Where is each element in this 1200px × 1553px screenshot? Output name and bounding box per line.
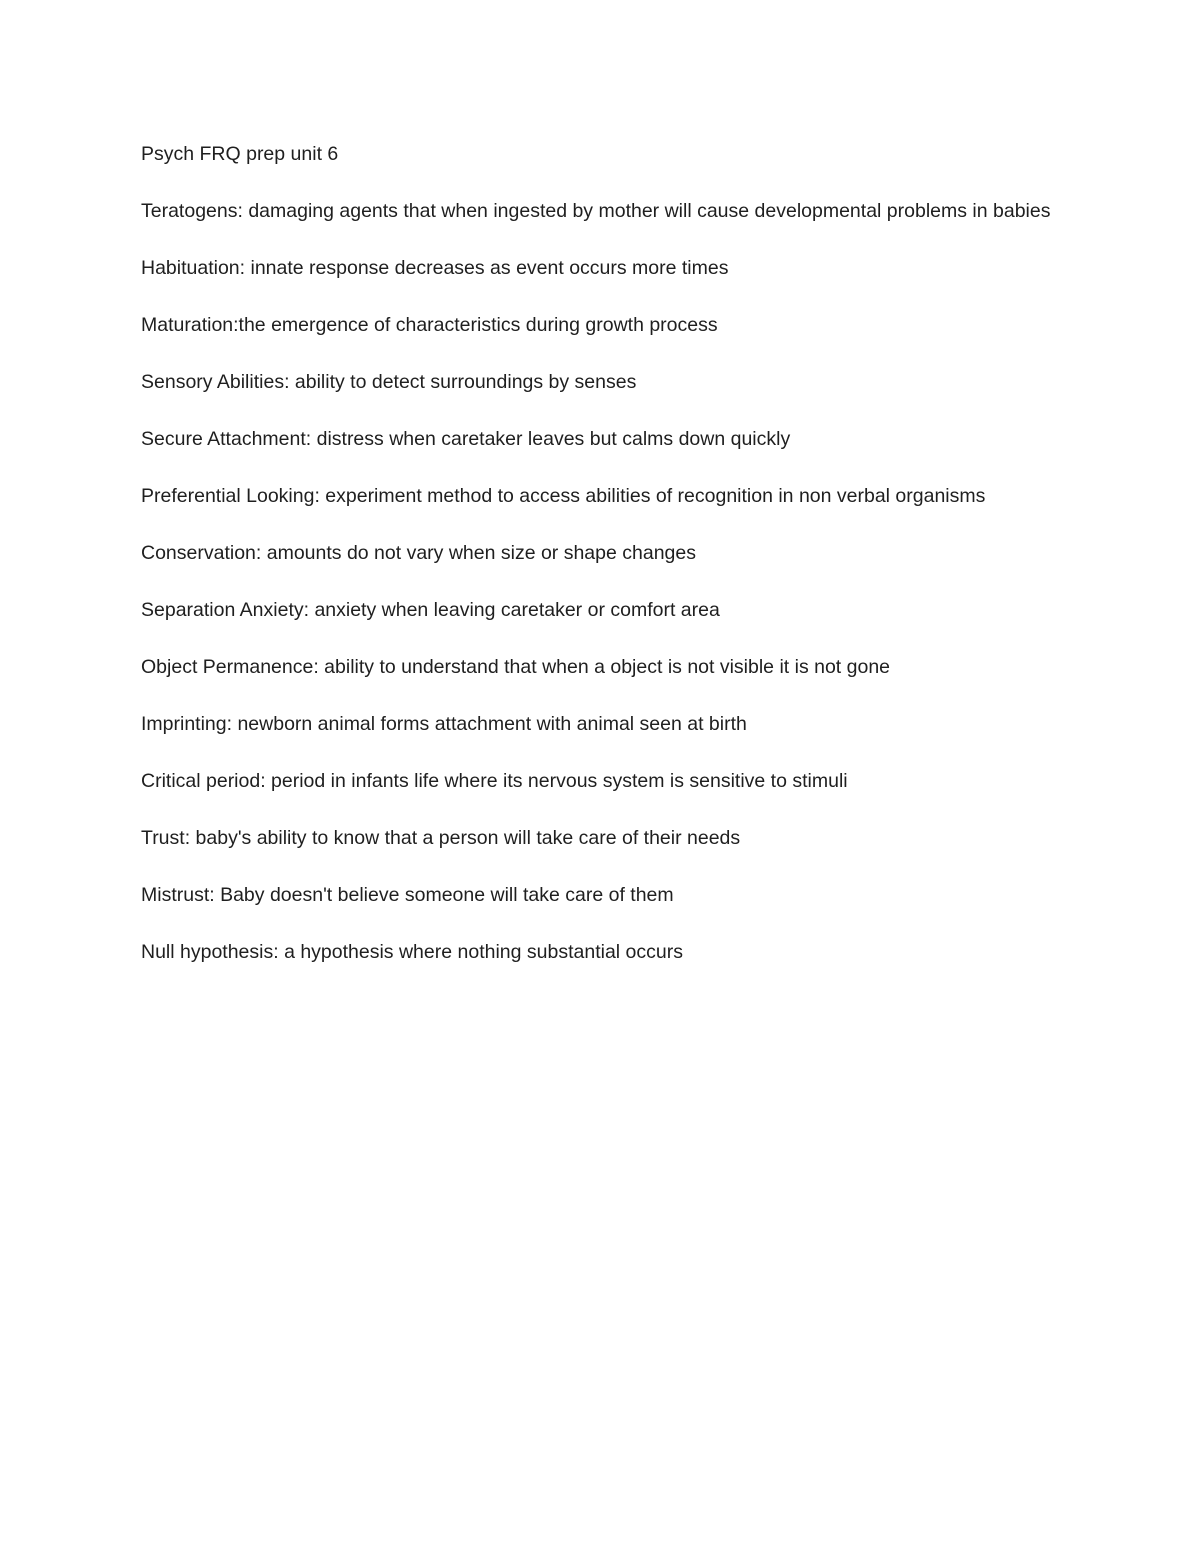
entry-maturation: Maturation:the emergence of characteristics during growth process — [141, 314, 718, 336]
entry-sensory-abilities: Sensory Abilities: ability to detect surroundings by senses — [141, 371, 637, 393]
entry-conservation: Conservation: amounts do not vary when size or shape changes — [141, 542, 696, 564]
entry-secure-attachment: Secure Attachment: distress when caretaker leaves but calms down quickly — [141, 428, 791, 450]
entry-imprinting: Imprinting: newborn animal forms attachment with animal seen at birth — [141, 713, 747, 735]
entry-habituation: Habituation: innate response decreases as event occurs more times — [141, 257, 729, 279]
document-body — [141, 140, 1066, 995]
entry-null-hypothesis: Null hypothesis: a hypothesis where nothing substantial occurs — [141, 941, 683, 963]
entry-critical-period: Critical period: period in infants life where its nervous system is sensitive to stimuli — [141, 770, 848, 792]
entry-object-permanence: Object Permanence: ability to understand that when a object is not visible it is not gone — [141, 656, 891, 678]
entry-mistrust: Mistrust: Baby doesn't believe someone will take care of them — [141, 884, 674, 906]
entry-trust: Trust: baby's ability to know that a person will take care of their needs — [141, 827, 741, 849]
entry-separation-anxiety: Separation Anxiety: anxiety when leaving caretaker or comfort area — [141, 599, 720, 621]
entry-preferential-looking: Preferential Looking: experiment method to access abilities of recognition in non verbal organisms — [141, 485, 986, 507]
document-title: Psych FRQ prep unit 6 — [141, 143, 339, 165]
entry-teratogens: Teratogens: damaging agents that when ingested by mother will cause developmental problems in babies — [141, 200, 1051, 222]
